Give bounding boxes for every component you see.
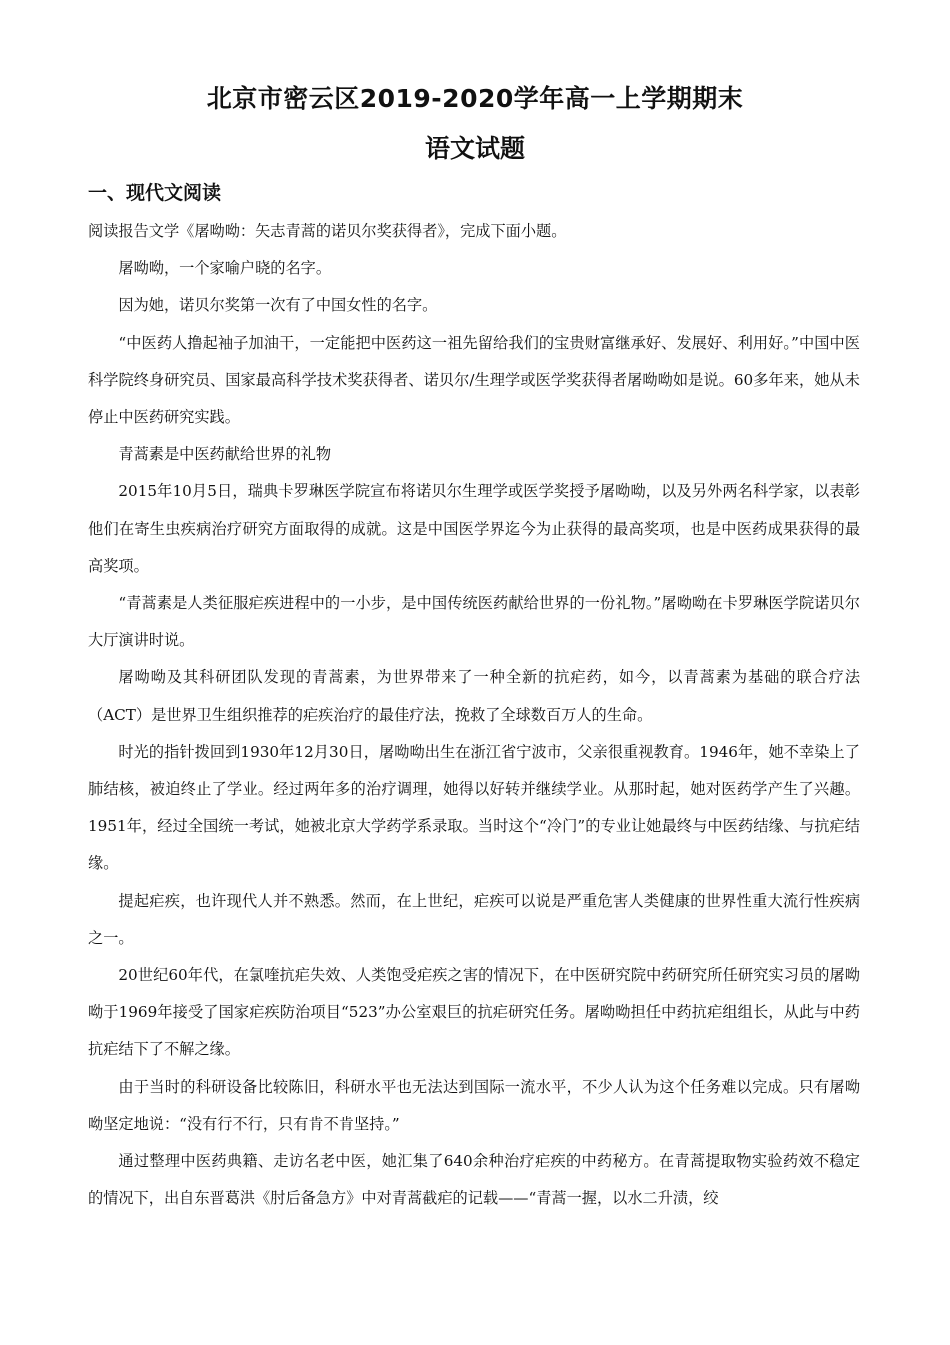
paragraph: 20世纪60年代，在氯喹抗疟失效、人类饱受疟疾之害的情况下，在中医研究院中药研究所任研究实习员的屠呦呦于1969年接受了国家疟疾防治项目“523”办公室艰巨的抗疟研究任务。屠呦呦担任中药抗疟组组长，从此与中药抗疟结下了不解之缘。	[88, 966, 860, 1059]
document-subtitle: 语文试题	[424, 134, 525, 163]
paragraph: 因为她，诺贝尔奖第一次有了中国女性的名字。	[118, 296, 438, 315]
article-body	[88, 213, 860, 1217]
subheading-paragraph: 青蒿素是中医药献给世界的礼物	[118, 445, 332, 464]
paragraph: 由于当时的科研设备比较陈旧，科研水平也无法达到国际一流水平，不少人认为这个任务难以完成。只有屠呦呦坚定地说：“没有行不行，只有肯不肯坚持。”	[88, 1077, 860, 1133]
section-heading: 一、现代文阅读	[88, 182, 222, 204]
paragraph: 时光的指针拨回到1930年12月30日，屠呦呦出生在浙江省宁波市，父亲很重视教育。1946年，她不幸染上了肺结核，被迫终止了学业。经过两年多的治疗调理，她得以好转并继续学业。从那时起，她对医药学产生了兴趣。1951年，经过全国统一考试，她被北京大学药学系录取。当时这个“冷门”的专业让她最终与中医药结缘、与抗疟结缘。	[88, 742, 860, 873]
paragraph: 屠呦呦，一个家喻户晓的名字。	[118, 259, 332, 278]
paragraph: “青蒿素是人类征服疟疾进程中的一小步，是中国传统医药献给世界的一份礼物。”屠呦呦在卡罗琳医学院诺贝尔大厅演讲时说。	[88, 594, 860, 650]
paragraph: “中医药人撸起袖子加油干，一定能把中医药这一祖先留给我们的宝贵财富继承好、发展好、利用好。”中国中医科学院终身研究员、国家最高科学技术奖获得者、诺贝尔/生理学或医学奖获得者屠呦呦如是说。60多年来，她从未停止中医药研究实践。	[88, 333, 860, 427]
paragraph: 通过整理中医药典籍、走访名老中医，她汇集了640余种治疗疟疾的中药秘方。在青蒿提取物实验药效不稳定的情况下，出自东晋葛洪《肘后备急方》中对青蒿截疟的记载——“青蒿一握，以水二升渍，绞	[88, 1152, 860, 1208]
paragraph: 屠呦呦及其科研团队发现的青蒿素，为世界带来了一种全新的抗疟药，如今，以青蒿素为基础的联合疗法（ACT）是世界卫生组织推荐的疟疾治疗的最佳疗法，挽救了全球数百万人的生命。	[88, 668, 860, 724]
paragraph: 提起疟疾，也许现代人并不熟悉。然而，在上世纪，疟疾可以说是严重危害人类健康的世界性重大流行性疾病之一。	[88, 891, 860, 947]
instruction-text: 阅读报告文学《屠呦呦：矢志青蒿的诺贝尔奖获得者》，完成下面小题。	[88, 222, 567, 240]
document-title: 北京市密云区2019-2020学年高一上学期期末	[206, 84, 744, 113]
paragraph: 2015年10月5日，瑞典卡罗琳医学院宣布将诺贝尔生理学或医学奖授予屠呦呦，以及另外两名科学家，以表彰他们在寄生虫疾病治疗研究方面取得的成就。这是中国医学界迄今为止获得的最高奖项，也是中医药成果获得的最高奖项。	[88, 482, 860, 575]
